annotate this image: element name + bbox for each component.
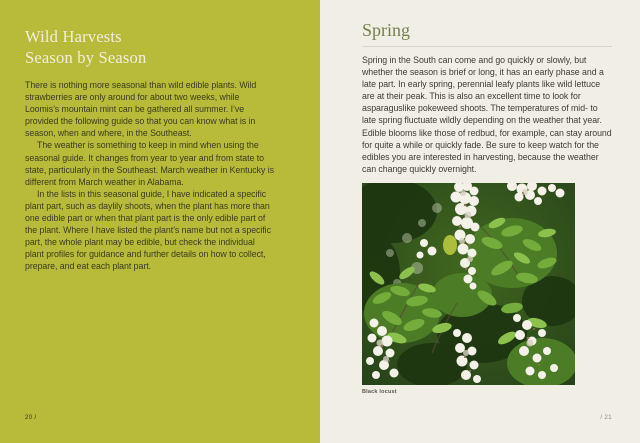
heading-divider	[362, 46, 612, 47]
page-title	[25, 26, 275, 68]
paragraph: The weather is something to keep in mind when using the seasonal guide. It changes from year to year and from state to state, particularly in the Southeast. March weather in Kentucky is different from March weather in Alabama.	[25, 140, 275, 187]
title-line-2: Season by Season	[25, 48, 147, 67]
photo-caption: Black locust	[362, 388, 397, 395]
right-body-text: Spring in the South can come and go quickly or slowly, but whether the season is brief or long, it has an early phase and a late part. In early spring, perennial leafy plants like wild lettuce are at their peak. This is also an excellent time to look for asparaguslike pokeweed shoots. The temperatures of mid- to late spring fluctuate wildly depending on the weather that year. Edible blooms like those of redbud, for example, can stay around for quite a while or quickly fade. Be sure to keep watch for the edibles you are interested in harvesting, because the weather can change quickly overnight.	[362, 55, 612, 174]
black-locust-photo	[362, 183, 575, 385]
photo-figure	[362, 183, 612, 395]
paragraph: There is nothing more seasonal than wild edible plants. Wild strawberries are only around for about two weeks, while Loomis’s mountain mint can be gathered all summer. I’ve provided the following guide so that you can know what is in season, when and where, in the Southeast.	[25, 80, 257, 139]
left-body-text	[25, 79, 275, 273]
right-page	[320, 0, 640, 443]
title-line-1: Wild Harvests	[25, 27, 122, 46]
paragraph: In the lists in this seasonal guide, I have indicated a specific plant part, such as daylily shoots, when the plant has more than one edible part or when that plant part is the only edible part of the plant. Where I have listed the plant’s name but not a specific part, the whole plant may be edible, but check the individual plant profiles for guidance and further details on how to collect, prepare, and eat each plant part.	[25, 188, 271, 272]
section-heading: Spring	[362, 20, 411, 40]
page-number-right: / 21	[600, 415, 612, 421]
page-number-left: 20 /	[25, 415, 37, 421]
